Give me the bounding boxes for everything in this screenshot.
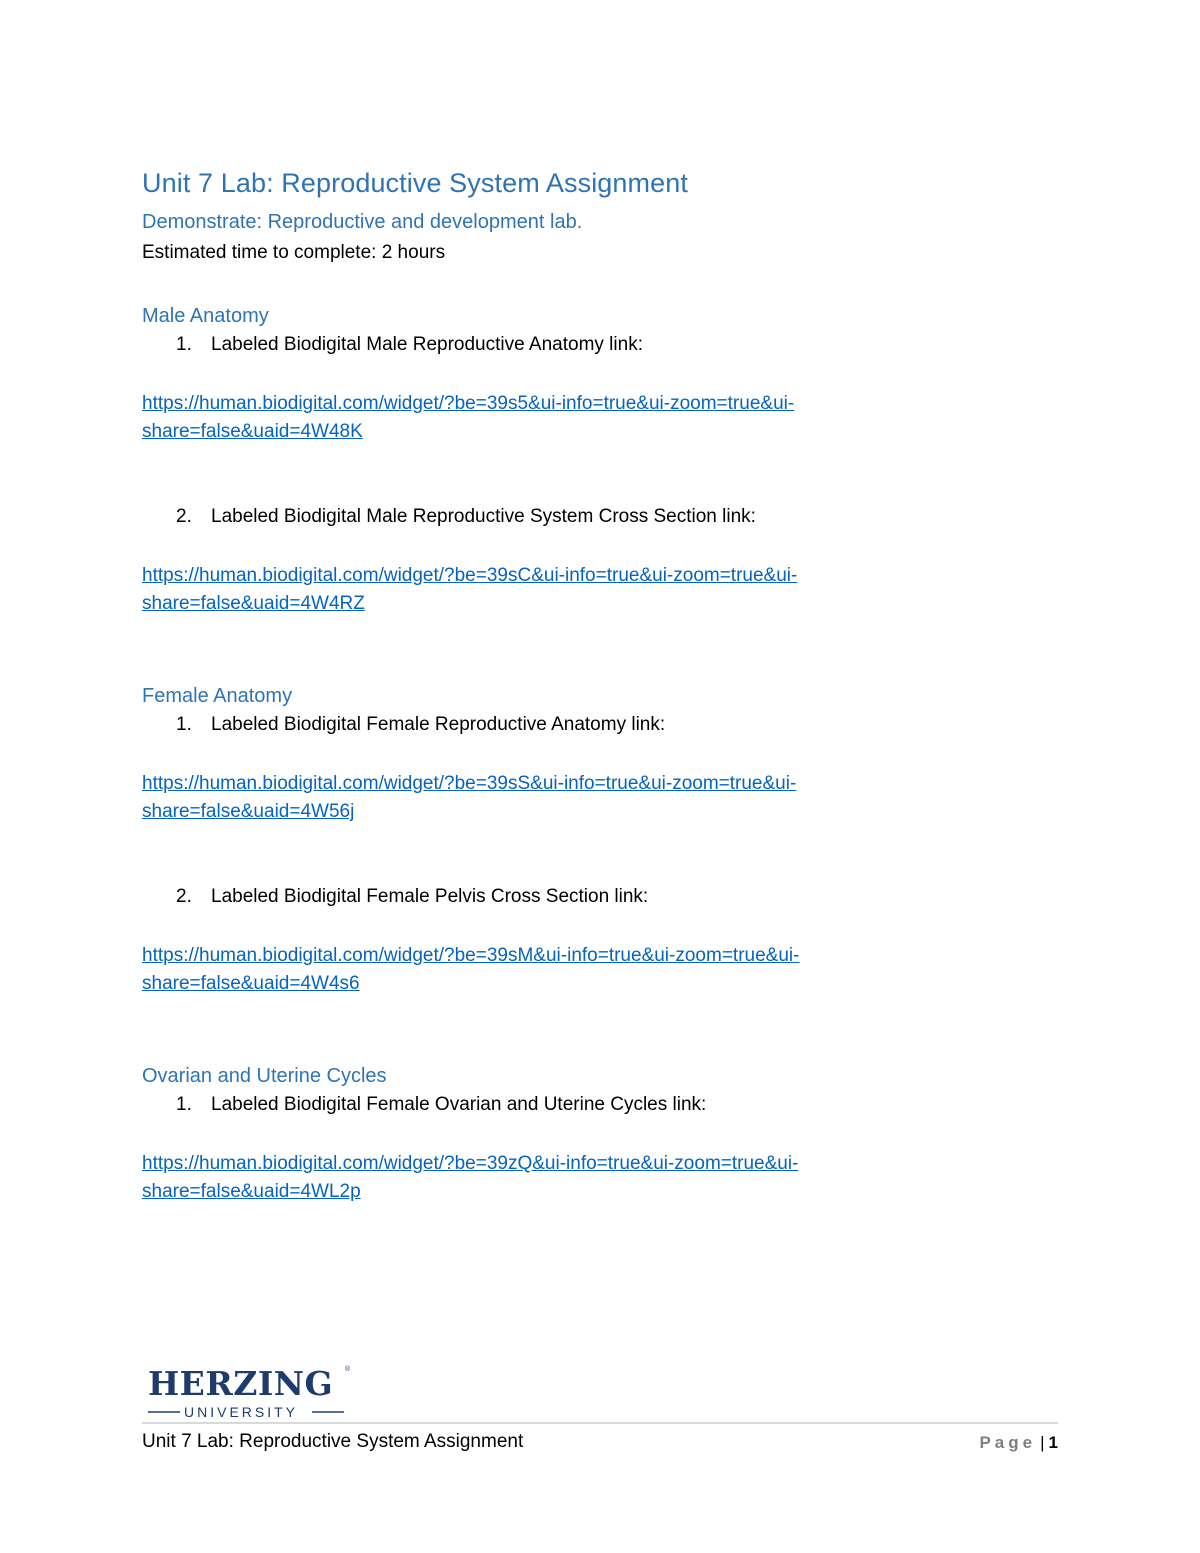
link-line-2[interactable]: share=false&uaid=4W4RZ [142,593,365,614]
list-item-label: Labeled Biodigital Female Pelvis Cross Section link: [211,886,649,907]
link-line-2[interactable]: share=false&uaid=4W48K [142,421,363,442]
list-item-number: 1. [176,1094,192,1115]
biodigital-link[interactable] [142,562,797,618]
footer-divider [142,1422,1058,1424]
link-line-1[interactable]: https://human.biodigital.com/widget/?be=39sC&ui-info=true&ui-zoom=true&ui- [142,565,798,586]
list-item-label: Labeled Biodigital Female Ovarian and Uterine Cycles link: [211,1094,707,1115]
section-heading-female-anatomy: Female Anatomy [142,685,293,707]
link-line-1[interactable]: https://human.biodigital.com/widget/?be=39sM&ui-info=true&ui-zoom=true&ui- [142,945,800,966]
list-item-number: 1. [176,714,192,735]
list-item [176,1094,706,1116]
link-line-1[interactable]: https://human.biodigital.com/widget/?be=39s5&ui-info=true&ui-zoom=true&ui- [142,393,795,414]
link-line-2[interactable]: share=false&uaid=4W56j [142,801,355,822]
list-item [176,334,643,356]
list-item-label: Labeled Biodigital Female Reproductive Anatomy link: [211,714,666,735]
page-title: Unit 7 Lab: Reproductive System Assignment [142,168,688,198]
logo-registered-mark: ® [345,1366,351,1373]
list-item [176,886,648,908]
footer-page-number [979,1433,1058,1453]
herzing-university-logo [148,1364,358,1424]
list-item-number: 1. [176,334,192,355]
footer-page-word: Page [979,1433,1037,1452]
link-line-1[interactable]: https://human.biodigital.com/widget/?be=39zQ&ui-info=true&ui-zoom=true&ui- [142,1153,799,1174]
logo-wordmark: HERZING [148,1364,334,1403]
list-item-label: Labeled Biodigital Male Reproductive System Cross Section link: [211,506,756,527]
list-item-number: 2. [176,886,192,907]
list-item-number: 2. [176,506,192,527]
footer-document-title: Unit 7 Lab: Reproductive System Assignment [142,1431,524,1452]
logo-subtext: UNIVERSITY [184,1404,299,1420]
section-heading-ovarian-uterine-cycles: Ovarian and Uterine Cycles [142,1065,387,1087]
list-item-label: Labeled Biodigital Male Reproductive Anatomy link: [211,334,643,355]
section-heading-male-anatomy: Male Anatomy [142,305,269,327]
link-line-2[interactable]: share=false&uaid=4W4s6 [142,973,360,994]
biodigital-link[interactable] [142,1150,798,1206]
page-subtitle: Demonstrate: Reproductive and development lab. [142,211,583,233]
link-line-2[interactable]: share=false&uaid=4WL2p [142,1181,361,1202]
link-line-1[interactable]: https://human.biodigital.com/widget/?be=39sS&ui-info=true&ui-zoom=true&ui- [142,773,797,794]
footer-page-value: 1 [1048,1433,1058,1452]
biodigital-link[interactable] [142,390,794,446]
list-item [176,714,665,736]
footer-separator: | [1040,1433,1045,1452]
list-item [176,506,756,528]
biodigital-link[interactable] [142,942,799,998]
estimated-time: Estimated time to complete: 2 hours [142,242,446,263]
biodigital-link[interactable] [142,770,796,826]
